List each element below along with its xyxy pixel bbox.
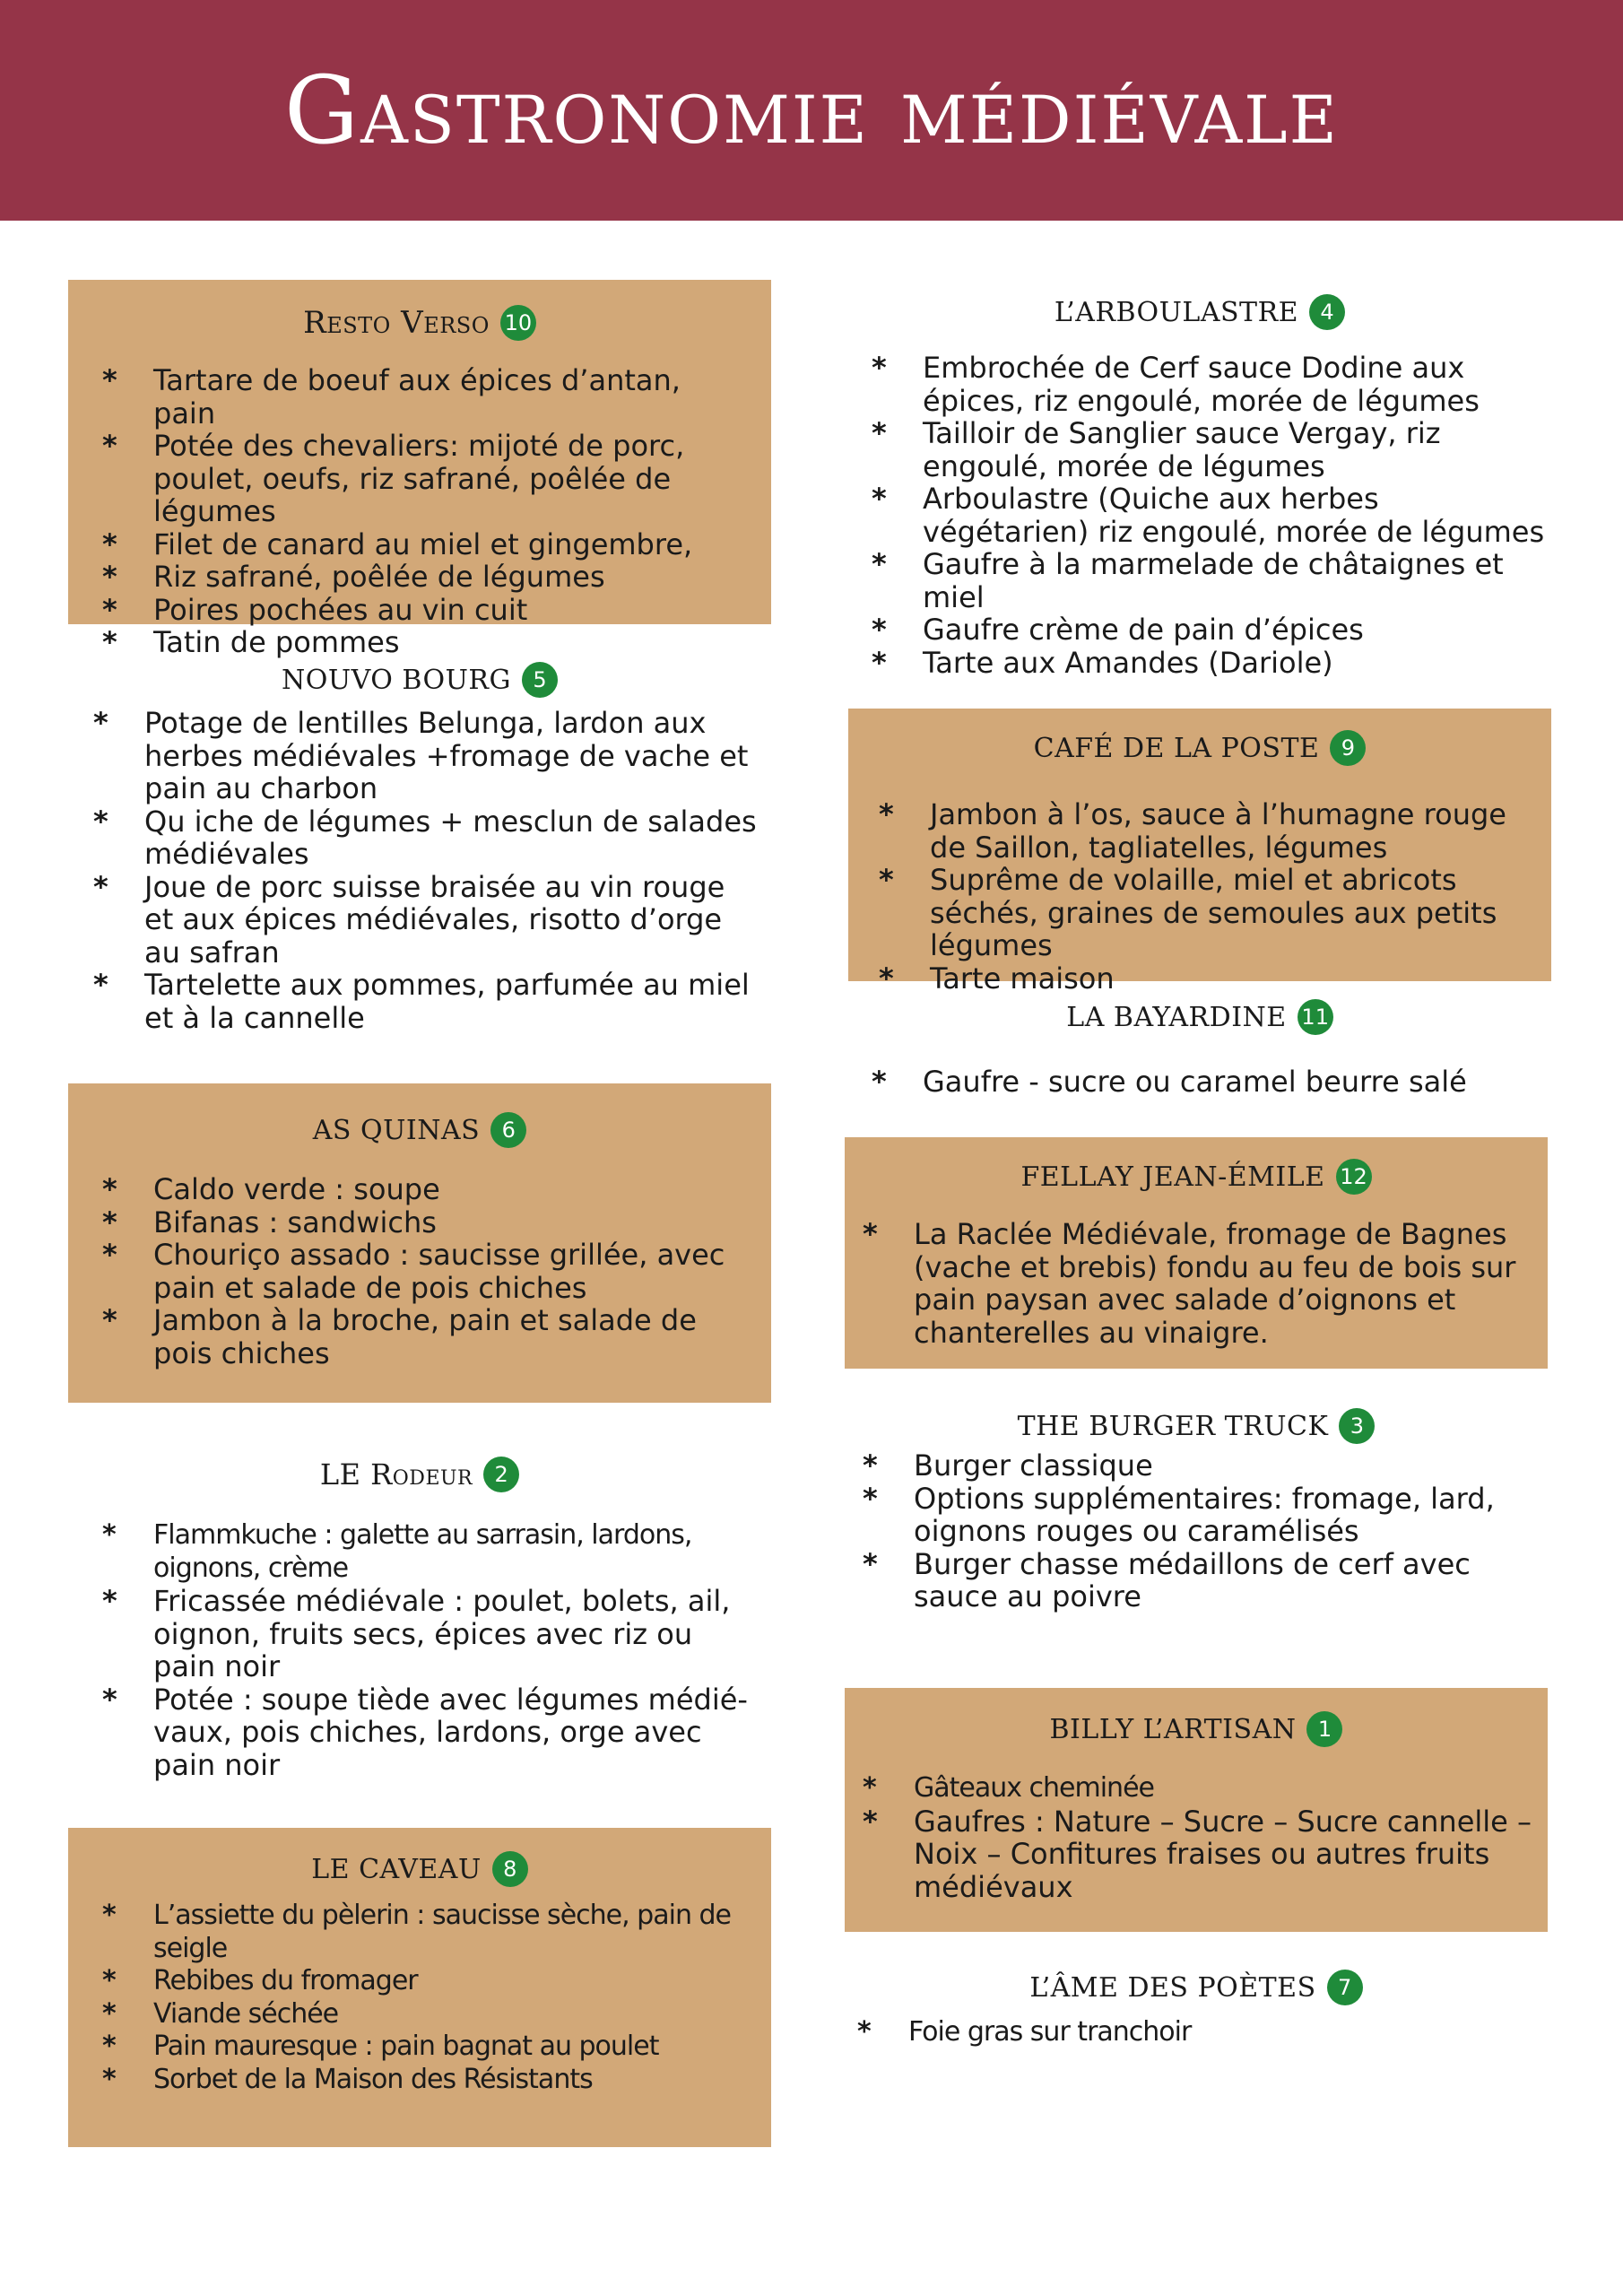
menu-item: * Flammkuche : galette au sarrasin, lardons, oignons, crème bbox=[102, 1519, 692, 1584]
bullet-icon: * bbox=[102, 1900, 116, 1931]
menu-item: * Riz safrané, poêlée de légumes bbox=[102, 560, 605, 594]
menu-item: * Gaufres : Nature – Sucre – Sucre cannelle – Noix – Confitures fraises ou autres fruits médiévaux bbox=[863, 1804, 1532, 1904]
bullet-icon: * bbox=[93, 869, 108, 904]
bullet-icon: * bbox=[863, 1481, 878, 1516]
stand-number-badge: 8 bbox=[492, 1851, 528, 1887]
menu-item: * Poires pochées au vin cuit bbox=[102, 592, 528, 627]
bullet-icon: * bbox=[93, 968, 108, 1002]
menu-item: * Options supplémentaires: fromage, lard, oignons rouges ou caramélisés bbox=[863, 1481, 1495, 1548]
bullet-icon: * bbox=[872, 547, 887, 581]
bullet-icon: * bbox=[102, 1205, 117, 1239]
bullet-icon: * bbox=[102, 1238, 117, 1272]
bullet-icon: * bbox=[872, 482, 887, 516]
menu-item: * Potage de lentilles Belunga, lardon aux herbes médiévales +fromage de vache et pain au charbon bbox=[93, 706, 749, 805]
menu-item: * Viande séchée bbox=[102, 1997, 339, 2030]
stand-number-badge: 9 bbox=[1330, 730, 1366, 766]
bullet-icon: * bbox=[102, 1172, 117, 1206]
menu-item: * Joue de porc suisse braisée au vin rouge et aux épices médiévales, risotto d’orge au safran bbox=[93, 869, 725, 970]
menu-list bbox=[872, 352, 1551, 679]
section-cafe-de-la-poste bbox=[848, 709, 1551, 996]
section-heading bbox=[845, 1159, 1548, 1195]
bullet-icon: * bbox=[102, 625, 117, 659]
menu-item: * Fricassée médiévale : poulet, bolets, ail, oignon, fruits secs, épices avec riz ou pain noir bbox=[102, 1584, 731, 1683]
section-le-rodeur bbox=[68, 1435, 771, 1794]
menu-item: * Tartare de boeuf aux épices d’antan, pain bbox=[102, 363, 681, 430]
section-nouvo-bourg bbox=[68, 655, 771, 1040]
bullet-icon: * bbox=[872, 613, 887, 647]
menu-item: * Embrochée de Cerf sauce Dodine aux épices, riz engoulé, morée de légumes bbox=[872, 351, 1480, 418]
menu-list bbox=[863, 1772, 1535, 1903]
section-title: CAFÉ DE LA POSTE bbox=[1033, 732, 1320, 764]
bullet-icon: * bbox=[93, 706, 108, 740]
section-title: Resto Verso bbox=[303, 305, 490, 341]
stand-number-badge: 11 bbox=[1298, 999, 1333, 1035]
menu-item: * Tatin de pommes bbox=[102, 625, 400, 659]
bullet-icon: * bbox=[872, 1065, 887, 1099]
section-title: NOUVO BOURG bbox=[282, 664, 511, 696]
menu-item: * Suprême de volaille, miel et abricots séchés, graines de semoules aux petits légumes bbox=[879, 863, 1497, 962]
menu-item: * Potée des chevaliers: mijoté de porc, poulet, oeufs, riz safrané, poêlée de légumes bbox=[102, 429, 685, 528]
menu-list bbox=[863, 1218, 1535, 1349]
section-heading bbox=[68, 1851, 771, 1887]
section-as-quinas bbox=[68, 1083, 771, 1403]
menu-item: * L’assiette du pèlerin : saucisse sèche, pain de seigle bbox=[102, 1900, 731, 1964]
section-heading bbox=[848, 730, 1551, 766]
stand-number-badge: 10 bbox=[500, 305, 536, 341]
bullet-icon: * bbox=[879, 961, 894, 996]
bullet-icon: * bbox=[102, 560, 117, 594]
section-title: THE BURGER TRUCK bbox=[1017, 1410, 1329, 1442]
bullet-icon: * bbox=[863, 1772, 876, 1804]
menu-item: * Burger chasse médaillons de cerf avec sauce au poivre bbox=[863, 1546, 1471, 1613]
section-heading bbox=[845, 1711, 1548, 1747]
bullet-icon: * bbox=[879, 797, 894, 831]
section-heading bbox=[845, 1970, 1548, 2005]
menu-item: * Qu iche de légumes + mesclun de salades médiévales bbox=[93, 804, 757, 871]
bullet-icon: * bbox=[102, 1997, 116, 2030]
stand-number-badge: 6 bbox=[490, 1112, 526, 1148]
bullet-icon: * bbox=[102, 2031, 116, 2062]
section-title: FELLAY JEAN-ÉMILE bbox=[1020, 1161, 1325, 1193]
menu-list bbox=[857, 2016, 1539, 2049]
menu-item: * Gaufre - sucre ou caramel beurre salé bbox=[872, 1065, 1467, 1099]
menu-item: * Gaufre à la marmelade de châtaignes et miel bbox=[872, 547, 1504, 614]
section-le-caveau bbox=[68, 1828, 771, 2147]
menu-item: * Tarte maison bbox=[879, 961, 1115, 996]
section-title: LE CAVEAU bbox=[311, 1853, 482, 1885]
bullet-icon: * bbox=[102, 1584, 117, 1618]
menu-item: * Gaufre crème de pain d’épices bbox=[872, 613, 1364, 647]
bullet-icon: * bbox=[93, 804, 108, 839]
section-title: L’ÂME DES POÈTES bbox=[1029, 1971, 1316, 2004]
section-heading bbox=[848, 999, 1551, 1035]
bullet-icon: * bbox=[102, 1303, 117, 1337]
section-the-burger-truck bbox=[845, 1406, 1548, 1622]
menu-item: * Potée : soupe tiède avec légumes médié-vaux, pois chiches, lardons, orge avec pain noir bbox=[102, 1682, 748, 1782]
menu-item: * La Raclée Médiévale, fromage de Bagnes (vache et brebis) fondu au feu de bois sur pain paysan avec salade d’oignons et chanterelles au vinaigre. bbox=[863, 1217, 1516, 1350]
bullet-icon: * bbox=[102, 526, 117, 561]
stand-number-badge: 5 bbox=[522, 662, 558, 698]
bullet-icon: * bbox=[863, 1804, 878, 1839]
header-banner bbox=[0, 0, 1623, 221]
section-title: LE Rodeur bbox=[319, 1457, 473, 1492]
menu-list bbox=[872, 1065, 1551, 1099]
section-fellay-jean-emile bbox=[845, 1137, 1548, 1369]
bullet-icon: * bbox=[102, 363, 117, 397]
section-title: L’ARBOULASTRE bbox=[1054, 296, 1299, 328]
stand-number-badge: 7 bbox=[1327, 1970, 1363, 2005]
section-arboulastre bbox=[848, 283, 1551, 696]
bullet-icon: * bbox=[857, 2016, 871, 2048]
section-title: BILLY L’ARTISAN bbox=[1049, 1713, 1297, 1745]
stand-number-badge: 1 bbox=[1306, 1711, 1342, 1747]
section-heading bbox=[68, 1457, 771, 1492]
menu-list bbox=[102, 1173, 757, 1370]
menu-item: * Jambon à l’os, sauce à l’humagne rouge de Saillon, tagliatelles, légumes bbox=[879, 797, 1506, 865]
bullet-icon: * bbox=[863, 1448, 878, 1483]
menu-item: * Rebibes du fromager bbox=[102, 1965, 418, 1996]
bullet-icon: * bbox=[872, 351, 887, 385]
menu-item: * Filet de canard au miel et gingembre, bbox=[102, 526, 693, 561]
bullet-icon: * bbox=[879, 863, 894, 897]
section-heading bbox=[68, 1112, 771, 1148]
menu-list bbox=[102, 364, 748, 659]
menu-list bbox=[93, 707, 757, 1034]
section-title: LA BAYARDINE bbox=[1066, 1001, 1287, 1033]
section-resto-verso bbox=[68, 280, 771, 659]
menu-item: * Burger classique bbox=[863, 1448, 1153, 1483]
page-title: Gastronomie médiévale bbox=[284, 56, 1339, 165]
menu-item: * Tartelette aux pommes, parfumée au miel et à la cannelle bbox=[93, 968, 750, 1035]
bullet-icon: * bbox=[102, 1519, 116, 1551]
bullet-icon: * bbox=[102, 429, 117, 463]
bullet-icon: * bbox=[102, 2063, 116, 2095]
menu-item: * Chouriço assado : saucisse grillée, avec pain et salade de pois chiches bbox=[102, 1238, 725, 1305]
section-la-bayardine bbox=[848, 996, 1551, 1112]
bullet-icon: * bbox=[872, 416, 887, 450]
bullet-icon: * bbox=[102, 1682, 117, 1717]
menu-item: * Bifanas : sandwichs bbox=[102, 1205, 437, 1239]
menu-item: * Pain mauresque : pain bagnat au poulet bbox=[102, 2031, 659, 2062]
menu-list bbox=[879, 798, 1542, 995]
menu-item: * Jambon à la broche, pain et salade de pois chiches bbox=[102, 1303, 697, 1370]
section-l-ame-des-poetes bbox=[845, 1970, 1548, 2068]
menu-list bbox=[102, 1519, 757, 1781]
menu-list bbox=[102, 1900, 757, 2096]
stand-number-badge: 12 bbox=[1336, 1159, 1372, 1195]
menu-item: * Tarte aux Amandes (Dariole) bbox=[872, 645, 1333, 680]
menu-item: * Tailloir de Sanglier sauce Vergay, riz engoulé, morée de légumes bbox=[872, 416, 1441, 483]
section-heading bbox=[68, 662, 771, 698]
menu-item: * Arboulastre (Quiche aux herbes végétarien) riz engoulé, morée de légumes bbox=[872, 482, 1545, 549]
bullet-icon: * bbox=[102, 1965, 116, 1996]
menu-list bbox=[863, 1449, 1544, 1613]
section-title: AS QUINAS bbox=[312, 1114, 481, 1146]
menu-item: * Sorbet de la Maison des Résistants bbox=[102, 2063, 593, 2095]
bullet-icon: * bbox=[102, 592, 117, 627]
section-billy-l-artisan bbox=[845, 1688, 1548, 1932]
bullet-icon: * bbox=[863, 1546, 878, 1581]
section-heading bbox=[845, 1408, 1548, 1444]
section-heading bbox=[848, 294, 1551, 330]
menu-item: * Foie gras sur tranchoir bbox=[857, 2016, 1192, 2048]
menu-item: * Gâteaux cheminée bbox=[863, 1772, 1154, 1804]
stand-number-badge: 3 bbox=[1339, 1408, 1375, 1444]
bullet-icon: * bbox=[872, 645, 887, 680]
stand-number-badge: 4 bbox=[1309, 294, 1345, 330]
menu-item: * Caldo verde : soupe bbox=[102, 1172, 440, 1206]
section-heading bbox=[68, 305, 771, 341]
bullet-icon: * bbox=[863, 1217, 878, 1251]
stand-number-badge: 2 bbox=[483, 1457, 519, 1492]
